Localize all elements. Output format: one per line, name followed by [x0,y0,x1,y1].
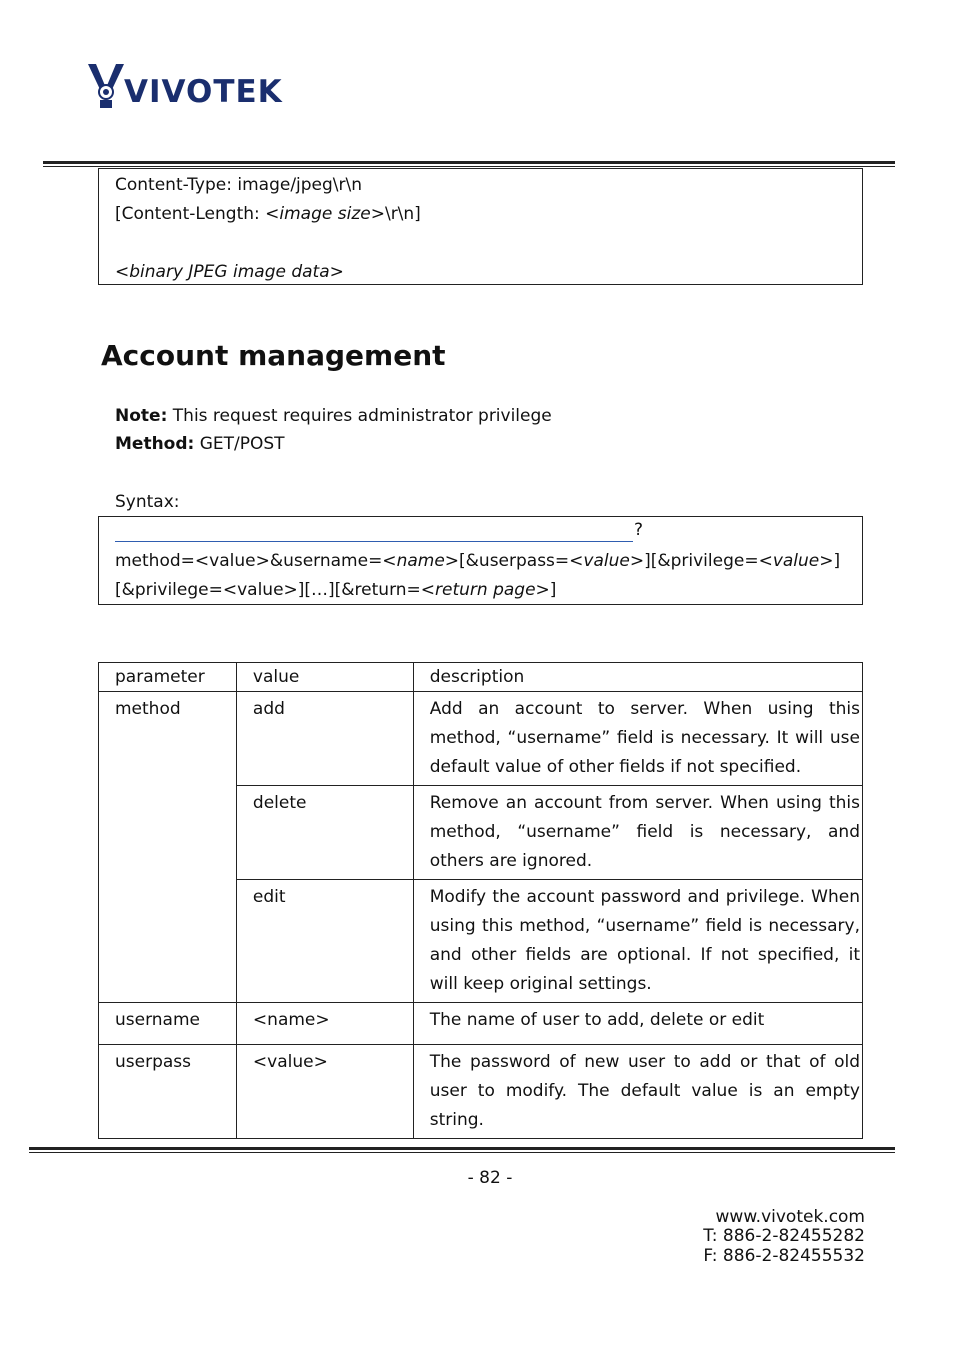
footer-fax: F: 886-2-82455532 [703,1246,865,1266]
description-username: The name of user to add, delete or edit [413,1003,862,1045]
description-edit: Modify the account password and privilege. When using this method, “username” field is necessary, and other fields are optional. If not specified, it will keep original settings. [413,880,862,1003]
syntax-label: Syntax: [115,492,180,512]
header-parameter: parameter [99,663,237,692]
value-delete: delete [236,786,413,880]
description-delete: Remove an account from server. When using this method, “username” field is necessary, and others are ignored. [413,786,862,880]
syntax-box [98,516,863,605]
response-line-content-type: Content-Type: image/jpeg\r\n [115,175,363,195]
header-value: value [236,663,413,692]
table-header-row [99,663,863,692]
logo-text: VIVOTEK [124,74,283,110]
vivotek-logo [86,62,292,112]
table-row [99,1045,863,1139]
note-line: Note: This request requires administrator privilege [115,406,552,426]
response-code-box [98,168,863,285]
table-row [99,692,863,786]
parameter-table [98,662,863,1139]
footer-website[interactable]: www.vivotek.com [715,1207,865,1227]
footer-phone: T: 886-2-82455282 [703,1226,865,1246]
value-edit: edit [236,880,413,1003]
response-line-content-length: [Content-Length: <image size>\r\n] [115,204,421,224]
value-username: <name> [236,1003,413,1045]
section-title: Account management [101,339,446,372]
page-number: - 82 - [467,1168,513,1188]
param-username: username [99,1003,237,1045]
header-divider [43,161,895,167]
syntax-qmark: ? [634,520,644,540]
value-add: add [236,692,413,786]
syntax-line-privilege: [&privilege=<value>][…][&return=<return page>] [115,580,557,600]
param-userpass: userpass [99,1045,237,1139]
syntax-url-link[interactable] [115,541,633,542]
description-userpass: The password of new user to add or that of old user to modify. The default value is an empty string. [413,1045,862,1139]
footer-divider [29,1147,895,1153]
method-line: Method: GET/POST [115,434,285,454]
description-add: Add an account to server. When using this method, “username” field is necessary. It will use default value of other fields if not specified. [413,692,862,786]
table-row [99,1003,863,1045]
header-description: description [413,663,862,692]
camera-logo-icon [86,62,126,112]
value-userpass: <value> [236,1045,413,1139]
syntax-line-method: method=<value>&username=<name>[&userpass=<value>][&privilege=<value>] [115,551,841,571]
response-line-binary: <binary JPEG image data> [115,262,344,282]
param-method: method [99,692,237,1003]
